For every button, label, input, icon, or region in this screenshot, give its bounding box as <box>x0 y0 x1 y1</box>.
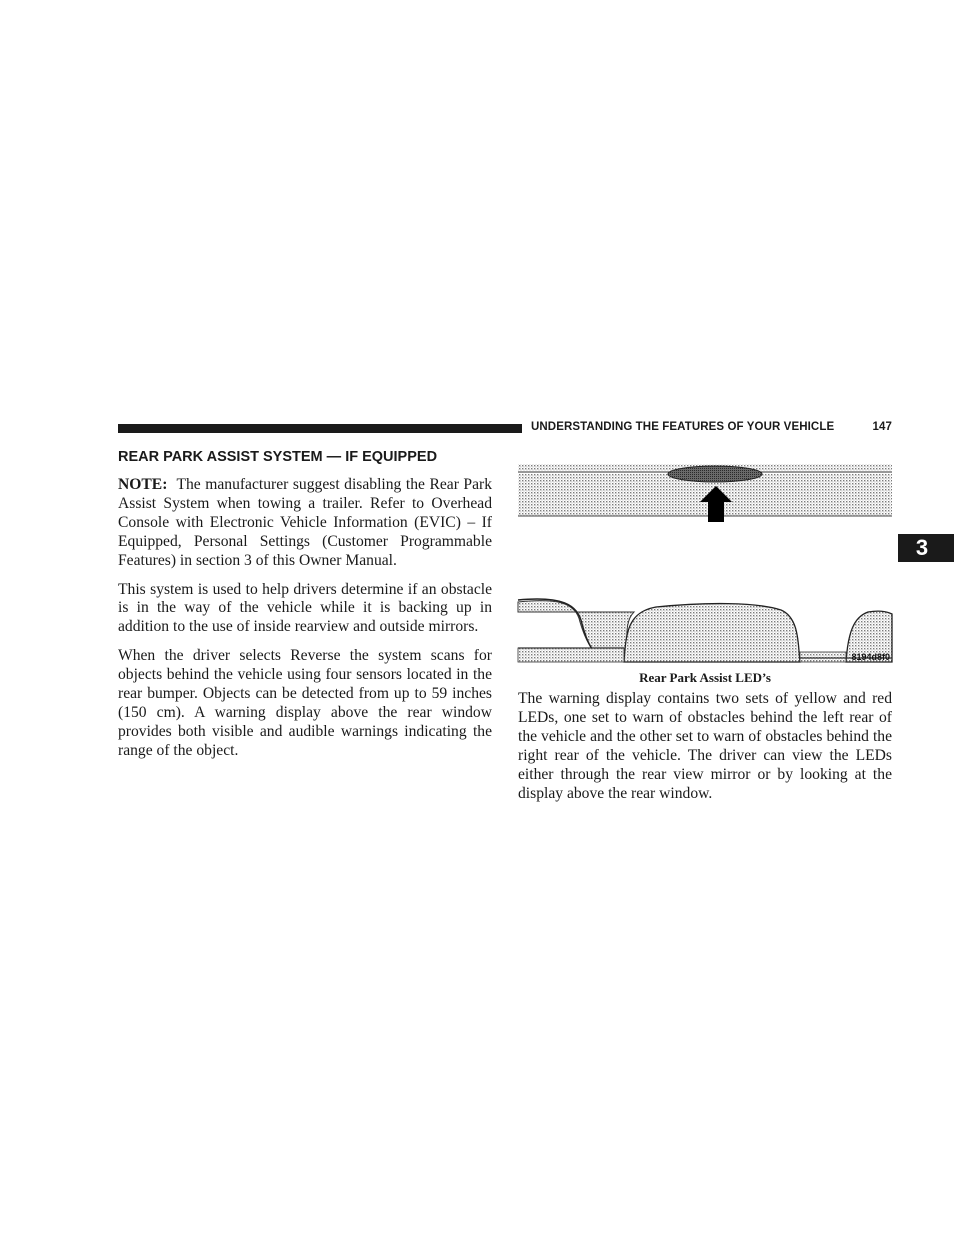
left-headrest <box>518 601 634 652</box>
led-display <box>668 466 762 482</box>
right-column <box>518 690 892 813</box>
note-label: NOTE: <box>118 476 168 493</box>
center-headrest <box>624 604 800 662</box>
chapter-tab <box>898 534 954 562</box>
header-section-title: UNDERSTANDING THE FEATURES OF YOUR VEHICLE <box>531 421 835 433</box>
seat-back-center <box>800 652 846 662</box>
note-paragraph <box>118 476 492 571</box>
figure-code: 8194d8f0 <box>851 652 890 662</box>
rear-park-assist-figure <box>516 462 894 668</box>
note-text: The manufacturer suggest disabling the Rear Park Assist System when towing a trailer. Refer to Overhead Console with Electronic Vehicle Information (EVIC) – If Equipped, Personal Settings (Customer Programmable Features) in section 3 of this Owner Manual. <box>118 476 493 569</box>
left-column <box>118 476 492 771</box>
header-rule <box>118 424 522 433</box>
running-header <box>531 419 892 435</box>
figure-caption: Rear Park Assist LED’s <box>639 670 771 685</box>
body-paragraph: When the driver selects Reverse the system scans for objects behind the vehicle using four sensors located in the rear bumper. Objects can be detected from up to 59 inches (150 cm). A warning display above the rear window provides both visible and audible warnings indicating the range of the object. <box>118 647 492 759</box>
body-paragraph: This system is used to help drivers determine if an obstacle is in the way of the vehicle while it is backing up in addition to the use of inside rearview and outside mirrors. <box>118 580 492 636</box>
body-paragraph: The warning display contains two sets of yellow and red LEDs, one set to warn of obstacles behind the left rear of the vehicle and the other set to warn of obstacles behind the right rear of the vehicle. The driver can view the LEDs either through the rear view mirror or by looking at the display above the rear window. <box>518 690 892 802</box>
chapter-tab-label: 3 <box>915 535 929 560</box>
rear-window-illustration <box>516 462 894 668</box>
seat-back-left <box>518 648 624 662</box>
section-heading: REAR PARK ASSIST SYSTEM — IF EQUIPPED <box>118 449 438 465</box>
page-number: 147 <box>872 421 892 433</box>
